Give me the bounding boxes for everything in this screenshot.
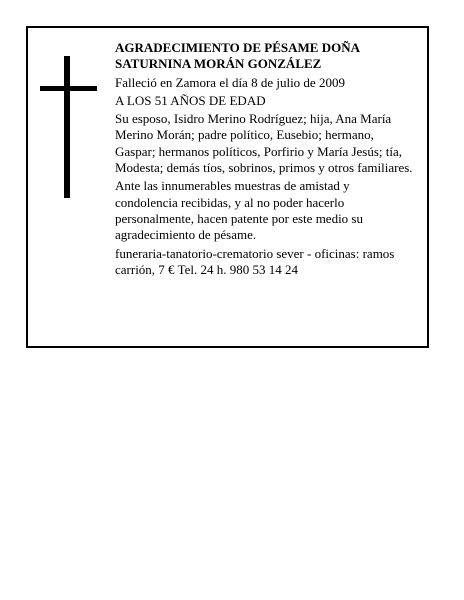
latin-cross-icon	[40, 56, 97, 198]
notice-title: AGRADECIMIENTO DE PÉSAME DOÑA SATURNINA MORÁN GONZÁLEZ	[115, 40, 360, 72]
obituary-notice-box	[26, 26, 429, 348]
family-list: Su esposo, Isidro Merino Rodríguez; hija, Ana María Merino Morán; padre político, Eusebio; hermano, Gaspar; hermanos políticos, Porfirio y María Jesús; tía, Modesta; demás tíos, sobrinos, primos y otros familiares.	[115, 111, 413, 176]
thanks-paragraph: Ante las innumerables muestras de amistad y condolencia recibidas, y al no poder hacerlo personalmente, hacen patente por este medio su agradecimiento de pésame.	[115, 178, 363, 243]
age-line: A LOS 51 AÑOS DE EDAD	[115, 92, 266, 108]
funeral-home-info: funeraria-tanatorio-crematorio sever - oficinas: ramos carrión, 7 € Tel. 24 h. 980 53 14 24	[115, 245, 395, 277]
cross-vertical-bar	[64, 56, 70, 198]
notice-text	[115, 40, 415, 280]
death-date-line: Falleció en Zamora el día 8 de julio de 2009	[115, 74, 345, 90]
cross-horizontal-bar	[40, 86, 97, 91]
